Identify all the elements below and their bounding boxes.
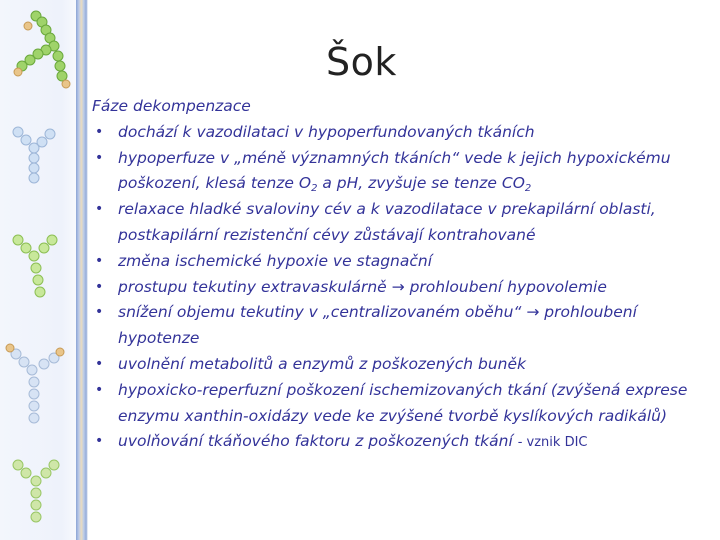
list-item <box>92 120 707 146</box>
antibody-molecule-icon <box>8 230 68 320</box>
bullet-icon: • <box>95 355 104 372</box>
list-item <box>92 300 707 352</box>
bullet-icon: • <box>95 252 104 269</box>
list-item <box>92 429 707 456</box>
list-item-text: uvolnění metabolitů a enzymů z poškozených buněk <box>118 354 526 373</box>
antibody-molecule-icon <box>4 340 68 436</box>
list-item-text: hypoxicko-reperfuzní poškození ischemizovaných tkání (zvýšená exprese enzymu xanthin-oxidázy vede ke zvýšené tvorbě kyslíkových radikálů) <box>118 380 688 425</box>
bullet-icon: • <box>95 278 104 295</box>
list-item-text: prostupu tekutiny extravaskulárně → prohloubení hypovolemie <box>118 277 607 296</box>
list-item <box>92 378 707 430</box>
bullet-icon: • <box>95 381 104 398</box>
bullet-icon: • <box>95 149 104 166</box>
subscript: 2 <box>311 183 318 195</box>
slide-body <box>92 94 707 456</box>
list-item-text: hypoperfuze v „méně významných tkáních“ vede k jejich hypoxickému poškození, klesá tenze O <box>118 148 671 193</box>
bullet-icon: • <box>95 433 104 450</box>
list-item-text: relaxace hladké svaloviny cév a k vazodilatace v prekapilární oblasti, postkapilární rezistenční cévy zůstávají kontrahované <box>118 200 656 244</box>
list-item <box>92 197 707 249</box>
list-item-text: snížení objemu tekutiny v „centralizovaném oběhu“ → prohloubení hypotenze <box>118 303 637 348</box>
list-item <box>92 352 707 378</box>
list-item <box>92 275 707 301</box>
bullet-icon: • <box>95 201 104 218</box>
list-item <box>92 146 707 198</box>
list-item-text: dochází k vazodilataci v hypoperfundovaných tkáních <box>118 122 535 141</box>
antibody-molecule-icon <box>6 455 70 535</box>
list-item-tail: - vznik DIC <box>517 435 588 451</box>
subscript: 2 <box>524 183 532 195</box>
list-item <box>92 249 707 275</box>
list-item-text: uvolňování tkáňového faktoru z poškozených tkání <box>118 432 518 451</box>
slide-title: Šok <box>326 40 397 84</box>
bullet-icon: • <box>95 123 104 140</box>
antibody-molecule-icon <box>6 6 80 96</box>
antibody-molecule-icon <box>4 120 64 200</box>
bullet-icon: • <box>95 304 104 321</box>
decorative-edge-band <box>76 0 88 540</box>
bullet-list <box>92 120 707 456</box>
section-heading: Fáze dekompenzace <box>92 97 251 115</box>
list-item-text: změna ischemické hypoxie ve stagnační <box>118 251 433 270</box>
decorative-side-panel <box>0 0 88 540</box>
list-item-text-cont: a pH, zvyšuje se tenze CO <box>317 174 525 193</box>
